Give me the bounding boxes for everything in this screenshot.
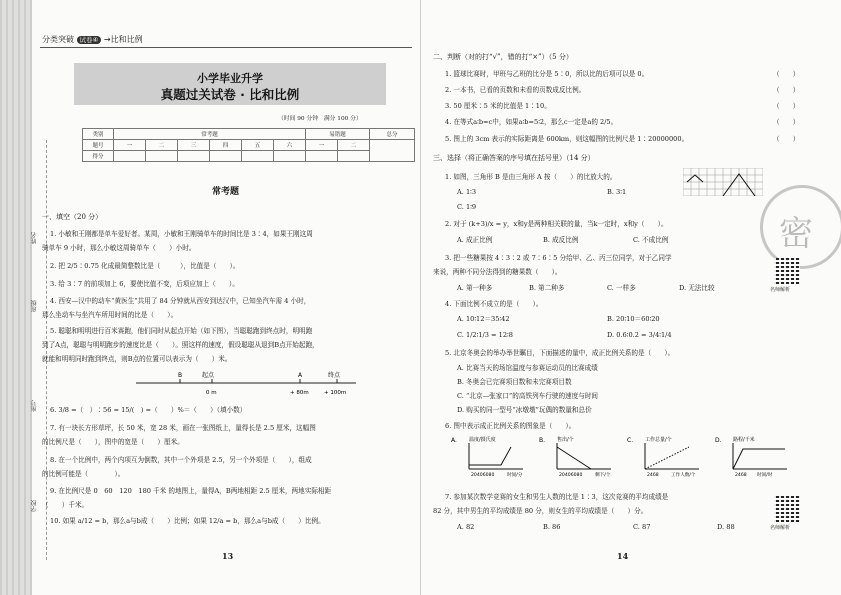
question-3: 3. 给 3∶7 的前项加上 6，要使比值不变，后项应加上（ ）。 [50,280,239,288]
judge-3: 3. 50 厘米∶5 米的比值是 1∶10。 [445,102,551,110]
choice-4: 4. 下面比例不成立的是（ ）。 [445,300,543,308]
choice-3-b: B. 第二种多 [529,284,565,292]
choice-3-d: D. 无法比较 [679,284,715,292]
score-cell: 六 [274,140,306,151]
choice-4-c: C. 1/2∶1/3 = 12∶8 [457,331,513,339]
choice-2-c: C. 不成比例 [633,236,669,244]
section-fill: 一、填空（20 分） [42,213,103,221]
track-label-100: + 100m [324,390,347,396]
judge-3-paren[interactable]: （ ） [773,102,800,110]
question-1: 1. 小敏和王刚都是单车爱好者。某周，小敏和王刚骑单车的时间比是 3∶4，如果王刚这周 [50,230,313,238]
binding-line [46,140,47,560]
graph-a [451,436,523,478]
track-label-a: A [298,372,303,379]
choice-5-b: B. 冬奥会已完赛项目数和未完赛项目数 [457,378,572,386]
graph-c-ticks: 2468 [647,473,659,478]
choice-3-a: A. 第一种多 [457,284,493,292]
choice-6-graphs [451,435,791,479]
graph-d-letter: D. [715,437,722,444]
grid-triangles [683,168,763,196]
track-label-zero: 0 m [206,390,217,396]
score-total[interactable] [370,140,415,162]
question-5: 5. 聪聪和明明进行百米赛跑，他们同时从起点开始（如下图），当聪聪跑到终点时，明明跑 [50,327,313,335]
graph-d-xlabel: 时间/时 [757,473,773,478]
choice-4-a: A. 10∶12＝35∶42 [457,315,510,323]
question-5-cont2: 就能和明明同时跑到终点，则B点的位置可以表示为（ ）米。 [42,355,232,363]
score-header: 常考题 [114,129,306,140]
judge-2-paren[interactable]: （ ） [773,86,800,94]
graph-b-ylabel: 售出/个 [557,437,574,443]
page-number-right: 14 [617,551,629,561]
exam-meta: （时间 90 分钟 满分 100 分） [278,116,362,122]
title-line1: 小学毕业升学 [197,72,263,85]
title-line2: 真题过关试卷 · 比和比例 [160,87,300,102]
graph-a-letter: A. [451,437,457,444]
score-header: 易错题 [306,129,370,140]
graph-b-xlabel: 剩下/个 [595,473,611,478]
track-diagram [132,370,362,400]
graph-c-letter: C. [627,437,634,444]
score-cell: 二 [338,140,370,151]
header-rule [40,47,412,48]
choice-2-b: B. 成反比例 [543,236,579,244]
score-cell: 四 [210,140,242,151]
question-1-cont: 骑单车 9 小时，那么小敏这周骑单车（ ）小时。 [42,244,196,252]
score-input[interactable] [210,151,242,162]
score-input[interactable] [338,151,370,162]
graph-c [627,436,699,478]
section-choice: 三、选择（将正确答案的序号填在括号里）（14 分） [433,154,595,162]
choice-2: 2. 对于 (k+3)/x = y，x和y是两种相关联的量，当k一定时，x和y（ ）。 [445,220,668,228]
score-cell: 题号 [83,140,114,151]
score-input[interactable] [114,151,146,162]
score-header: 总分 [370,129,415,140]
choice-7-cont: 82 分，其中男生的平均成绩是 80 分，则女生的平均成绩是（ ）分。 [433,507,648,515]
seal-char: 密 [779,214,813,254]
question-7-cont: 的比例尺是（ ），图中的宽是（ ）厘米。 [42,438,184,446]
seal-stamp [760,185,841,269]
choice-7-a: A. 82 [457,523,475,531]
choice-2-a: A. 成正比例 [457,236,493,244]
judge-5-paren[interactable]: （ ） [773,135,800,143]
score-cell: 得分 [83,151,114,162]
graph-a-line [469,447,511,465]
choice-7-c: C. 87 [633,523,651,531]
binding-class: 班级 [31,300,38,312]
score-cell: 二 [146,140,178,151]
graph-c-line [645,447,689,469]
graph-d-ylabel: 路程/千米 [733,437,755,443]
question-4-cont: 那么坐动车与坐汽车所用时间的比是（ ）。 [42,311,178,319]
judge-2: 2. 一本书，已看的页数和未看的页数成反比例。 [445,86,586,94]
track-label-b: B [178,372,183,379]
graph-b-letter: B. [539,437,546,444]
choice-3-cont: 来说，两种不同分法得到的糖果数（ ）。 [433,268,562,276]
section-judge: 二、判断（对的打“√”，错的打“×”）（5 分） [433,53,573,61]
graph-a-ylabel: 温度/摄氏度 [469,437,496,443]
section-heading: 常考题 [212,187,240,197]
question-9-cont: （ ）千米。 [42,501,89,509]
choice-1: 1. 如图，三角形 B 是由三角形 A 按（ ）的比放大的。 [445,173,617,181]
question-10: 10. 如果 a/12 = b，那么a与b成（ ）比例；如果 12/a = b，那么a与b成（ ）比例。 [50,517,325,525]
score-header: 类别 [83,129,114,140]
qr-caption: 名师解析 [770,287,791,293]
graph-d-ticks: 2468 [735,473,747,478]
question-4: 4. 西安—汉中的动车“黄医生”共用了 84 分钟就从西安到达汉中，已知坐汽车需 4 小时， [50,297,311,305]
choice-3: 3. 把一些糖果按 4∶3∶2 或 7∶6∶5 分给甲、乙、丙三位同学，对于乙同学 [445,254,672,262]
graph-b-ticks: 20406080 [559,473,583,478]
running-header: 分类突破 试卷④ →比和比例 [42,35,143,44]
choice-5-d: D. 购买的同一型号“冰墩墩”玩偶的数量和总价 [457,406,592,414]
graph-a-xlabel: 时间/分 [507,473,523,478]
choice-4-d: D. 0.6∶0.2 = 3/4∶1/4 [607,331,672,339]
score-cell: 一 [306,140,338,151]
score-input[interactable] [274,151,306,162]
choice-7-b: B. 86 [543,523,561,531]
binding-school: 学校 [31,500,38,512]
page-number-left: 13 [222,551,234,561]
choice-1-c: C. 1∶9 [457,203,477,211]
qr-caption: 名师解析 [770,525,791,531]
question-8-cont: 的比例可能是（ ）。 [42,470,125,478]
question-9: 9. 在比例尺是 0 60 120 180 千米 的地图上，量得A，B两地相距 2.5 厘米，两地实际相距 [50,487,332,495]
score-cell: 三 [178,140,210,151]
question-2: 2. 把 2/5∶0.75 化成最简整数比是（ ），比值是（ ）。 [50,262,240,270]
judge-1: 1. 篮球比赛时，甲班与乙班的比分是 5∶0，所以比的后项可以是 0。 [445,70,649,78]
graph-a-ticks: 20406080 [471,473,495,478]
choice-7-d: D. 88 [717,523,735,531]
choice-5-a: A. 比赛当天的场馆温度与参赛运动员的比赛成绩 [457,364,598,372]
choice-1-a: A. 1∶3 [457,188,477,196]
graph-b [539,436,611,478]
graph-c-ylabel: 工作总量/个 [645,437,672,443]
judge-1-paren[interactable]: （ ） [773,70,800,78]
choice-3-c: C. 一样多 [607,284,636,292]
score-cell: 五 [242,140,274,151]
graph-d-line [733,449,785,469]
track-label-end: 终点 [328,372,341,379]
question-7: 7. 有一块长方形草坪，长 50 米，宽 28 米，画在一张图纸上，量得长是 2.5 厘米，这幅图 [50,424,316,432]
binding-name: 姓名 [31,232,38,244]
choice-7: 7. 参加某次数学竞赛的女生和男生人数的比是 1∶3，这次竞赛的平均成绩是 [445,493,669,501]
graph-d [715,436,787,478]
choice-4-b: B. 20∶10＝60∶20 [607,315,660,323]
choice-5-c: C. “北京—张家口”的高铁列车行驶的速度与时间 [457,392,599,400]
choice-5: 5. 北京冬奥会的举办举世瞩目，下面描述的量中，成正比例关系的是（ ）。 [445,349,675,357]
score-table [82,128,415,162]
score-input[interactable] [146,151,178,162]
judge-4: 4. 在等式a∶b=c中，如果a∶b=5∶2，那么c一定是a的 2/5。 [445,118,618,126]
qr-code-icon[interactable] [774,258,800,284]
question-8: 8. 在一个比例中，两个内项互为倒数，其中一个外项是 2.5，另一个外项是（ ），组成 [50,456,312,464]
page-left [32,0,420,595]
question-6: 6. 3/8 =（ ）∶56 = 15/( ) =（ ）%＝（ ）（填小数） [50,406,247,414]
score-input[interactable] [242,151,274,162]
score-input[interactable] [178,151,210,162]
qr-code-icon[interactable] [774,496,800,522]
track-label-start: 起点 [202,372,215,379]
question-5-cont: 到了A点，聪聪与明明跑步的速度比是（ ）。照这样的速度，假设聪聪从退到B点开始起跑， [42,341,319,349]
judge-5: 5. 图上的 3cm 表示的实际距离是 600km，则这幅图的比例尺是 1∶20000000。 [445,135,689,143]
choice-6: 6. 图中表示成正比例关系的图象是（ ）。 [445,422,576,430]
binding-seat: 座号 [31,400,38,412]
graph-c-xlabel: 工作人数/个 [671,473,696,478]
graph-b-line [557,447,591,469]
track-label-80: + 80m [290,390,309,396]
binding-margin [0,0,32,595]
title-banner [74,63,386,105]
choice-1-b: B. 3∶1 [607,188,627,196]
score-cell: 一 [114,140,146,151]
score-input[interactable] [306,151,338,162]
judge-4-paren[interactable]: （ ） [773,118,800,126]
